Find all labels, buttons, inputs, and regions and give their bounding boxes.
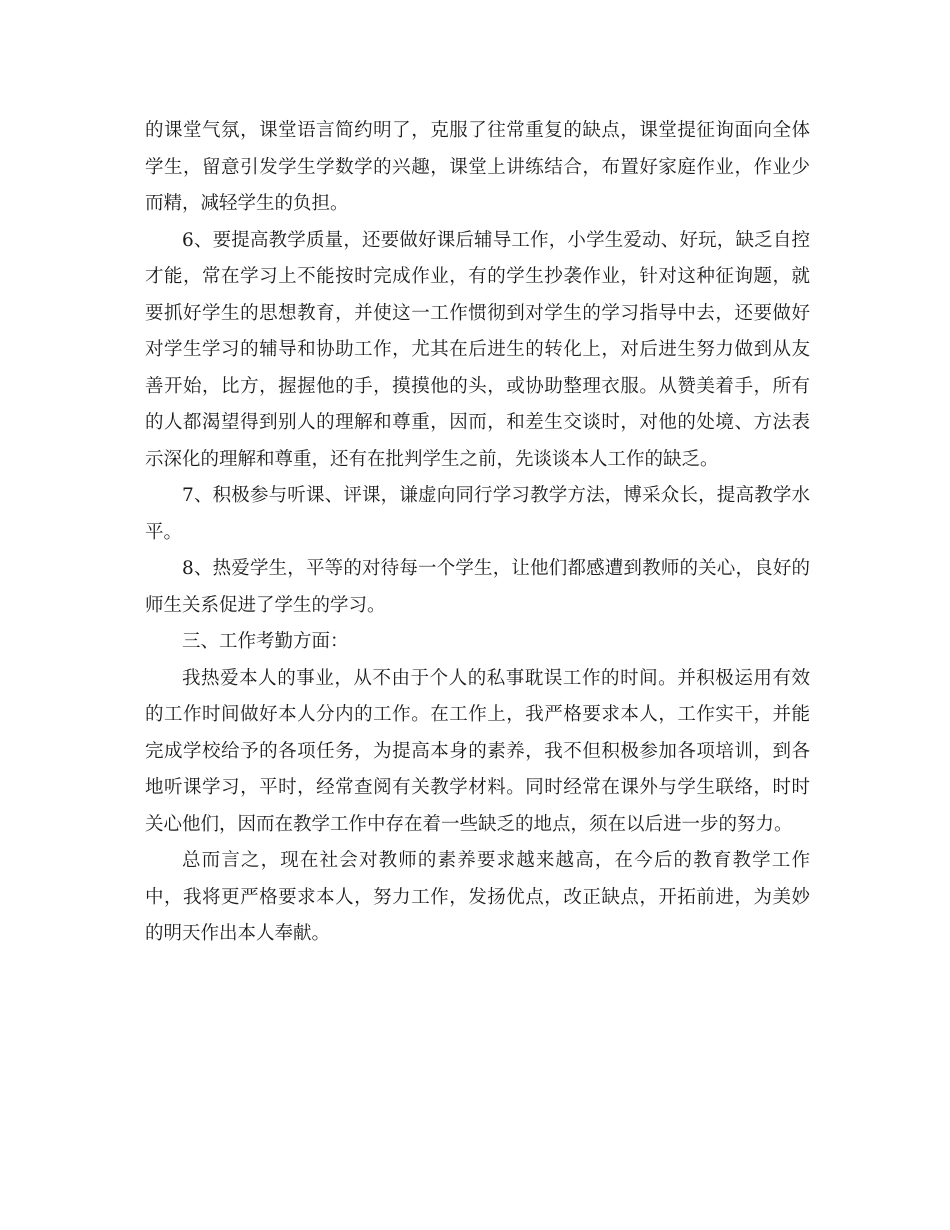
paragraph-conclusion: 总而言之，现在社会对教师的素养要求越来越高，在今后的教育教学工作中，我将更严格要求本人，努力工作，发扬优点，改正缺点，开拓前进，为美妙的明天作出本人奉献。 [145, 850, 810, 944]
paragraph-item-7-lesson-observation: 7、积极参与听课、评课，谦虚向同行学习教学方法，博采众长，提高教学水平。 [145, 485, 810, 543]
paragraph-attendance-body: 我热爱本人的事业，从不由于个人的私事耽误工作的时间。并积极运用有效的工作时间做好本人分内的工作。在工作上，我严格要求本人，工作实干，并能完成学校给予的各项任务，为提高本身的素养，我不但积极参加各项培训，到各地听课学习，平时，经常查阅有关教学材料。同时经常在课外与学生联络，时时关心他们，因而在教学工作中存在着一些缺乏的地点，须在以后进一步的努力。 [145, 667, 810, 835]
section-heading-attendance: 三、工作考勤方面： [182, 631, 349, 652]
paragraph-item-8-love-students: 8、热爱学生，平等的对待每一个学生，让他们都感遭到教师的关心，良好的师生关系促进了学生的学习。 [145, 558, 810, 616]
document-body [145, 113, 810, 953]
paragraph-classroom-atmosphere: 的课堂气氛，课堂语言简约明了，克服了往常重复的缺点，课堂提征询面向全体学生，留意引发学生学数学的兴趣，课堂上讲练结合，布置好家庭作业，作业少而精，减轻学生的负担。 [145, 120, 810, 214]
paragraph-item-6-tutoring: 6、要提高教学质量，还要做好课后辅导工作，小学生爱动、好玩，缺乏自控才能，常在学习上不能按时完成作业，有的学生抄袭作业，针对这种征询题，就要抓好学生的思想教育，并使这一工作惯彻到对学生的学习指导中去，还要做好对学生学习的辅导和协助工作，尤其在后进生的转化上，对后进生努力做到从友善开始，比方，握握他的手，摸摸他的头，或协助整理衣服。从赞美着手，所有的人都渴望得到别人的理解和尊重，因而，和差生交谈时，对他的处境、方法表示深化的理解和尊重，还有在批判学生之前，先谈谈本人工作的缺乏。 [145, 229, 810, 470]
